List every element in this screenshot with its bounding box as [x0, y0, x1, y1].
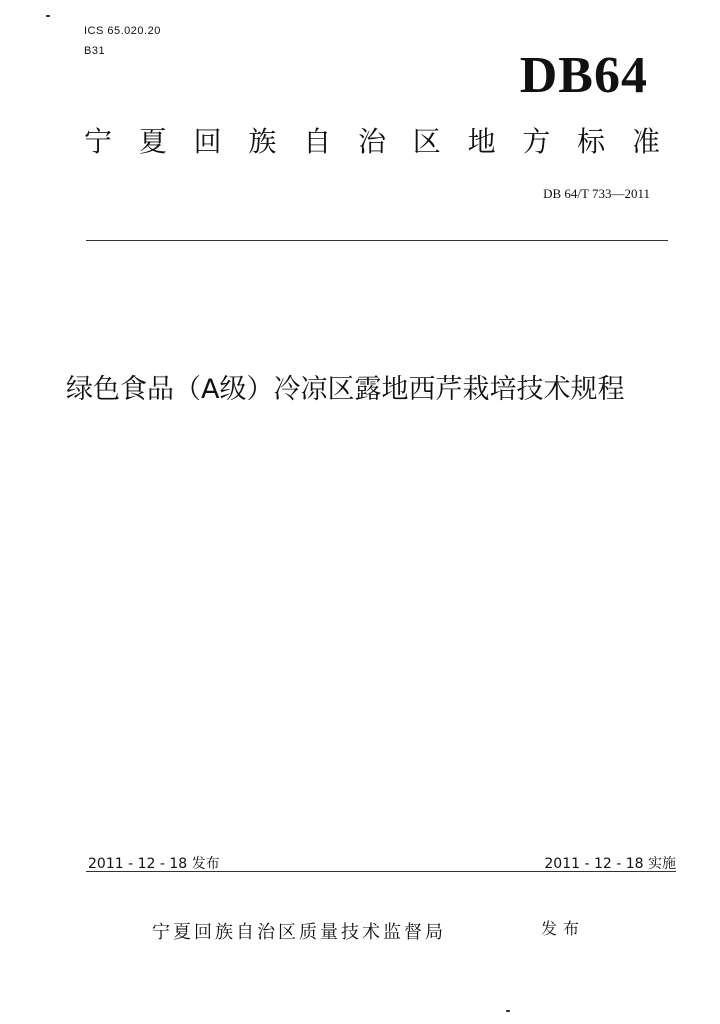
- document-title: 绿色食品（A级）冷凉区露地西芹栽培技术规程: [66, 374, 625, 405]
- standard-type-char: 自: [303, 125, 332, 158]
- standard-type-char: 方: [522, 125, 551, 158]
- standard-type-char: 族: [248, 125, 277, 158]
- issuing-authority: 宁夏回族自治区质量技术监督局: [152, 922, 446, 943]
- issue-date: 2011 - 12 - 18 发布: [88, 856, 220, 872]
- footer-divider: [86, 871, 676, 872]
- implementation-date: 2011 - 12 - 18 实施: [544, 856, 676, 872]
- header-divider: [86, 240, 668, 241]
- ccs-code: B31: [84, 45, 106, 57]
- scan-speck-top: [46, 15, 50, 17]
- standard-type-char: 夏: [138, 125, 167, 158]
- standard-type-char: 回: [193, 125, 222, 158]
- scan-speck-bottom: [506, 1010, 510, 1012]
- standard-type-char: 治: [357, 125, 386, 158]
- standard-number: DB 64/T 733—2011: [543, 186, 650, 201]
- issue-label: 发布: [541, 919, 586, 938]
- standard-type-char: 区: [412, 125, 441, 158]
- standard-type-char: 地: [467, 125, 496, 158]
- standard-type: [84, 125, 660, 158]
- standard-type-char: 标: [577, 125, 606, 158]
- ics-code: ICS 65.020.20: [84, 25, 161, 37]
- standard-type-char: 宁: [84, 125, 113, 158]
- standard-type-char: 准: [631, 125, 660, 158]
- standard-code: DB64: [519, 47, 648, 104]
